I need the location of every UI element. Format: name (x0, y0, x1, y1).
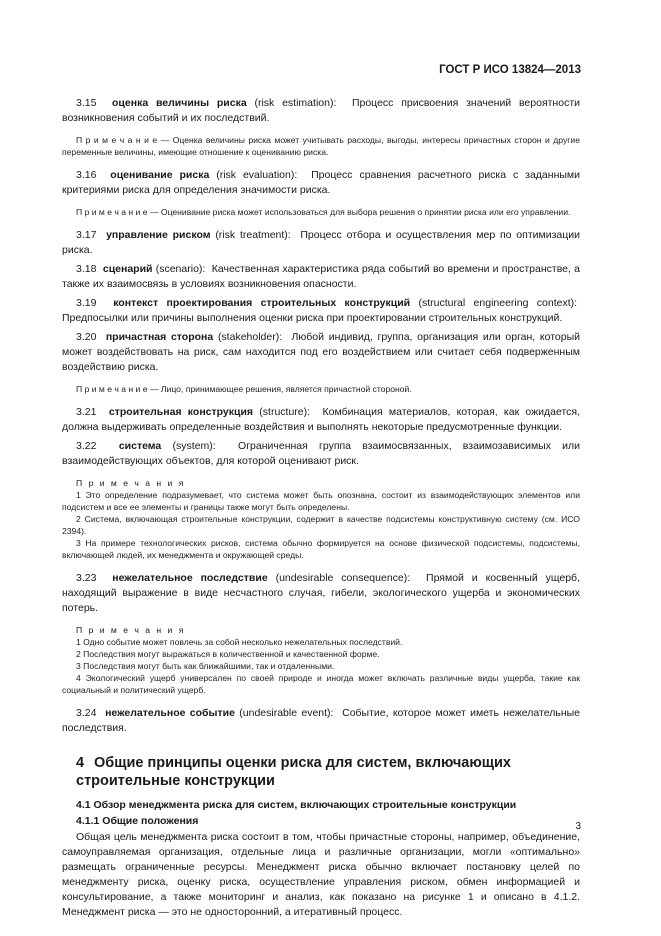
def-number: 3.18 (76, 263, 97, 275)
section-number: 4 (76, 755, 85, 771)
def-number: 3.15 (76, 97, 97, 109)
def-text: Качественная характеристика ряда событий во времени и пространстве, а также их взаимосвязь в условиях возникновения опасности. (62, 263, 580, 290)
notes-heading: П р и м е ч а н и я (76, 478, 186, 488)
def-term: причастная сторона (105, 331, 214, 343)
def-text: Событие, которое может иметь нежелательные последствия. (62, 707, 581, 734)
definition-3-24 (62, 706, 580, 736)
note-item: 2 Система, включающая строительные конструкции, содержит в качестве подсистемы конструктивную систему (см. ИСО 2394). (62, 514, 580, 536)
definition-3-23 (62, 571, 580, 616)
def-term: система (118, 440, 162, 452)
note-item: 2 Последствия могут выражаться в количественной и качественной форме. (76, 649, 380, 659)
def-number: 3.16 (76, 169, 97, 181)
section-title: Общие принципы оценки риска для систем, включающих строительные конструкции (76, 755, 511, 789)
definition-3-16 (62, 168, 580, 198)
def-term: нежелательное последствие (112, 572, 268, 584)
note-item: 1 Это определение подразумевает, что система может быть опознана, состоит из взаимодействующих элементов или подсистем и все ее элементы и границы также могут быть определены. (62, 490, 580, 512)
def-term: строительная конструкция (108, 406, 254, 418)
def-number: 3.20 (76, 331, 97, 343)
section-heading (62, 754, 580, 790)
notes-list-3-22 (62, 489, 580, 561)
definition-3-21 (62, 405, 580, 435)
notes-heading: П р и м е ч а н и я (76, 625, 186, 635)
standard-header: ГОСТ Р ИСО 13824—2013 (439, 64, 581, 76)
def-number: 3.19 (76, 297, 97, 309)
note-3-20: П р и м е ч а н и е — Лицо, принимающее решения, является причастной стороной. (76, 384, 412, 394)
def-text: Процесс присвоения значений вероятности возникновения событий и их последствий. (62, 97, 580, 124)
definition-3-19 (62, 296, 580, 326)
def-text: Предпосылки или причины выполнения оценки риска при проектировании строительных конструкций. (62, 312, 563, 324)
def-english: (risk estimation): (254, 97, 337, 109)
def-number: 3.17 (76, 229, 97, 241)
def-number: 3.24 (76, 707, 97, 719)
def-term: оценка величины риска (112, 97, 247, 109)
note-3-16: П р и м е ч а н и е — Оценивание риска может использоваться для выбора решения о принятии риска или его управлении. (76, 207, 571, 217)
def-text: Процесс сравнения расчетного риска с заданными критериями риска для определения значимости риска. (62, 169, 580, 196)
notes-list-3-23 (62, 636, 580, 696)
def-number: 3.23 (76, 572, 97, 584)
def-term: сценарий (102, 263, 153, 275)
note-item: 3 На примере технологических рисков, система обычно формируется на основе физической подсистемы, подсистемы, включающей людей, их менеджмента и окружающей среды. (62, 538, 580, 560)
def-text: Любой индивид, группа, организация или орган, который может воздействовать на риск, сам находится под его воздействием или считает себя подверженным воздействию риска. (62, 331, 581, 373)
def-text: Прямой и косвенный ущерб, находящий выражение в виде несчастного случая, гибели, экологического ущерба и экономических потерь. (62, 572, 580, 614)
def-english: (system): (172, 440, 216, 452)
page-number: 3 (575, 821, 581, 832)
def-number: 3.21 (76, 406, 97, 418)
def-english: (structural engineering context): (418, 297, 578, 309)
def-english: (scenario): (155, 263, 206, 275)
def-text: Ограниченная группа взаимосвязанных, взаимозависимых или взаимодействующих объектов, для которой оценивают риск. (62, 440, 581, 467)
def-english: (undesirable event): (239, 707, 334, 719)
def-term: контекст проектирования строительных конструкций (113, 297, 411, 309)
document-body (62, 96, 580, 924)
definition-3-18 (62, 262, 580, 292)
def-term: управление риском (106, 229, 211, 241)
body-paragraph: Общая цель менеджмента риска состоит в том, чтобы причастные стороны, например, объединение, самоуправляемая организация, отдельные лица и различные организации, могли «оптимально» размещать ограниченные ресурсы. Менеджмент риска обычно включает постановку целей по менеджменту риска, оценку риска, осуществление управления риском, обмен информацией и консультирование, а также мониторинг и анализ, как показано на рисунке 1 и описано в 4.1.2. Менеджмент риска — это не односторонний, а итеративный процесс. (62, 831, 580, 918)
def-english: (undesirable consequence): (275, 572, 411, 584)
definition-3-15 (62, 96, 580, 126)
subsubsection-heading: 4.1.1 Общие положения (76, 815, 199, 827)
subsection-heading: 4.1 Обзор менеджмента риска для систем, включающих строительные конструкции (76, 799, 517, 811)
note-item: 4 Экологический ущерб универсален по своей природе и иногда может включать различные виды ущерба, такие как социальный и политический ущерб. (62, 673, 580, 695)
definition-3-20 (62, 330, 580, 375)
def-term: нежелательное событие (105, 707, 235, 719)
def-text: Процесс отбора и осуществления мер по оптимизации риска. (62, 229, 580, 256)
note-item: 1 Одно событие может повлечь за собой несколько нежелательных последствий. (76, 637, 403, 647)
note-item: 3 Последствия могут быть как ближайшими, так и отдаленными. (76, 661, 335, 671)
def-english: (risk treatment): (215, 229, 291, 241)
definition-3-22 (62, 439, 580, 469)
note-3-15: П р и м е ч а н и е — Оценка величины риска может учитывать расходы, выгоды, интересы причастных сторон и другие переменные величины, имеющие отношение к оцениванию риска. (62, 135, 580, 157)
def-english: (stakeholder): (217, 331, 283, 343)
def-term: оценивание риска (110, 169, 210, 181)
definition-3-17 (62, 228, 580, 258)
def-english: (risk evaluation): (216, 169, 298, 181)
def-english: (structure): (259, 406, 311, 418)
def-text: Комбинация материалов, которая, как ожидается, должна выдерживать определенные воздействия и выполнять некоторые предусмотренные функции. (62, 406, 581, 433)
def-number: 3.22 (76, 440, 97, 452)
